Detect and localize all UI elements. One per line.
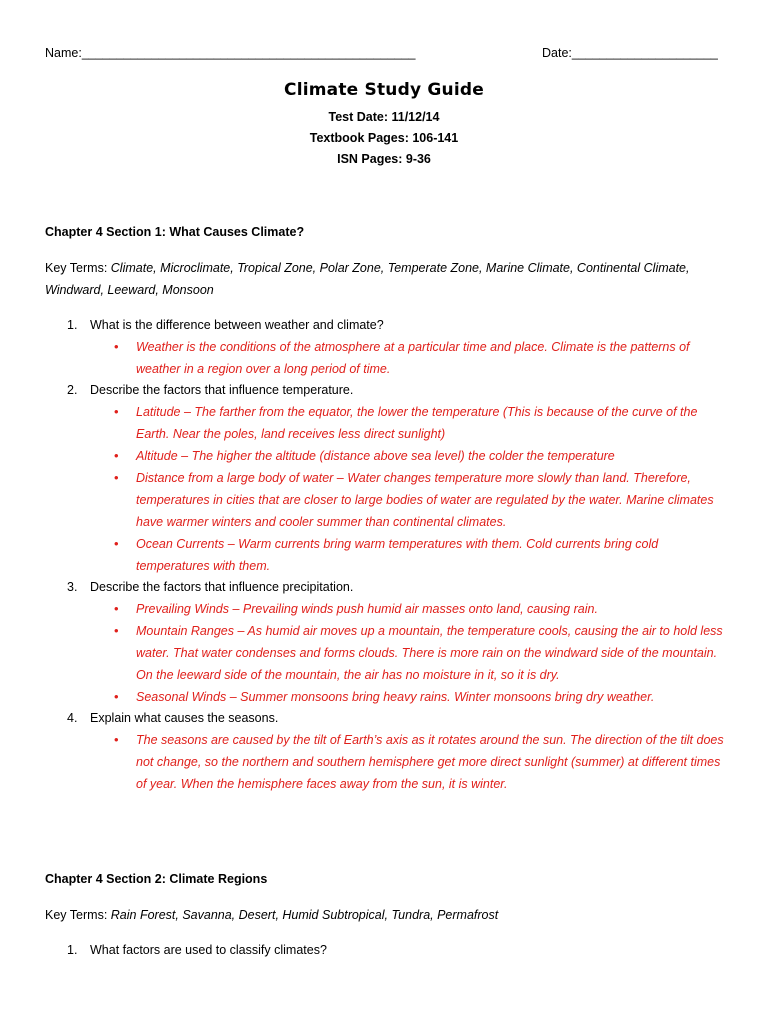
key-terms-label: Key Terms: [45,908,108,922]
answer-text: Distance from a large body of water – Water changes temperature more slowly than land. Therefore, temperatures in cities that are closer to large bodies of water are regulated by the water. Marine climates have warmer winters and cooler summer than continental climates. [136,471,714,529]
answer-text: Prevailing Winds – Prevailing winds push humid air masses onto land, causing rain. [136,602,598,616]
title-block [0,80,768,166]
question-text: Describe the factors that influence temperature. [90,383,354,397]
question-number: 1. [67,943,78,957]
question-number: 3. [67,580,78,594]
answer-text: Mountain Ranges – As humid air moves up a mountain, the temperature cools, causing the air to hold less water. That water condenses and forms clouds. There is more rain on the windward side of the mountain. On the leeward side of the mountain, the air has no moisture in it, so it is dry. [136,624,723,682]
answer-list [90,598,725,708]
section-1-key-terms [45,257,725,301]
question-text: What factors are used to classify climates? [90,943,327,957]
answer-text: Ocean Currents – Warm currents bring warm temperatures with them. Cold currents bring cold temperatures with them. [136,537,659,573]
answer-text: Weather is the conditions of the atmosphere at a particular time and place. Climate is the patterns of weather in a region over a long period of time. [136,340,690,376]
answer-item [90,445,725,467]
section-1-questions [45,315,725,795]
section-2-key-terms [45,904,725,926]
answer-item [90,336,725,380]
answer-item [90,467,725,533]
answer-text: Altitude – The higher the altitude (distance above sea level) the colder the temperature [136,449,615,463]
bullet-icon: • [114,448,119,463]
key-terms-list: Climate, Microclimate, Tropical Zone, Polar Zone, Temperate Zone, Marine Climate, Continental Climate, Windward, Leeward, Monsoon [45,261,690,297]
question-number: 4. [67,711,78,725]
answer-list [90,729,725,795]
bullet-icon: • [114,732,119,747]
key-terms-list: Rain Forest, Savanna, Desert, Humid Subtropical, Tundra, Permafrost [110,908,499,922]
answer-item [90,729,725,795]
header-row [45,46,718,66]
answer-text: Latitude – The farther from the equator, the lower the temperature (This is because of the curve of the Earth. Near the poles, land receives less direct sunlight) [136,405,698,441]
bullet-icon: • [114,601,119,616]
bullet-icon: • [114,339,119,354]
bullet-icon: • [114,536,119,551]
answer-item [90,401,725,445]
section-2-heading: Chapter 4 Section 2: Climate Regions [45,872,268,886]
question-text: Describe the factors that influence precipitation. [90,580,354,594]
question-text: What is the difference between weather and climate? [90,318,384,332]
section-1-heading: Chapter 4 Section 1: What Causes Climate? [45,225,305,239]
test-date: Test Date: 11/12/14 [328,110,440,124]
bullet-icon: • [114,689,119,704]
question-item [45,577,725,708]
answer-item [90,533,725,577]
key-terms-label: Key Terms: [45,261,108,275]
answer-item [90,620,725,686]
bullet-icon: • [114,623,119,638]
question-item [45,380,725,577]
page-title: Climate Study Guide [284,80,484,100]
date-field[interactable]: Date:_____________________ [542,46,718,60]
textbook-pages: Textbook Pages: 106-141 [309,131,459,145]
bullet-icon: • [114,470,119,485]
answer-text: The seasons are caused by the tilt of Earth’s axis as it rotates around the sun. The direction of the tilt does not change, so the northern and southern hemisphere get more direct sunlight (summer) at different times of year. When the hemisphere faces away from the sun, it is winter. [136,733,724,791]
answer-text: Seasonal Winds – Summer monsoons bring heavy rains. Winter monsoons bring dry weather. [136,690,655,704]
question-number: 1. [67,318,78,332]
answer-item [90,686,725,708]
answer-list [90,336,725,380]
question-text: Explain what causes the seasons. [90,711,279,725]
question-item [45,315,725,380]
answer-list [90,401,725,577]
answer-item [90,598,725,620]
name-field[interactable]: Name:________________________________________________ [45,46,416,60]
bullet-icon: • [114,404,119,419]
question-number: 2. [67,383,78,397]
question-item [45,708,725,795]
question-item [45,940,725,961]
isn-pages: ISN Pages: 9-36 [337,152,431,166]
section-2-questions [45,940,725,961]
